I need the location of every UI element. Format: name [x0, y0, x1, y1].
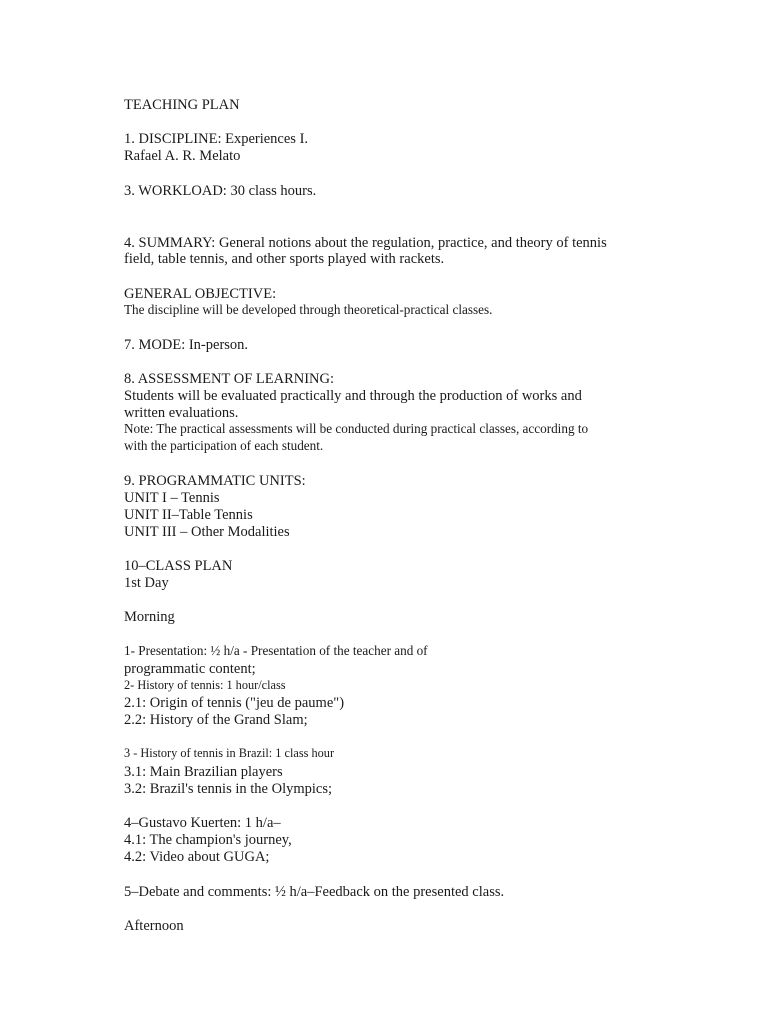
- assessment-line-2: written evaluations.: [124, 405, 239, 421]
- summary-line-1: 4. SUMMARY: General notions about the regulation, practice, and theory of tennis: [124, 235, 607, 251]
- mode-line: 7. MODE: In-person.: [124, 337, 249, 353]
- plan-item: 2.2: History of the Grand Slam;: [124, 712, 308, 728]
- plan-item: 2.1: Origin of tennis ("jeu de paume"): [124, 695, 345, 711]
- afternoon-heading: Afternoon: [124, 918, 184, 934]
- assessment-note-1: Note: The practical assessments will be conducted during practical classes, according to: [124, 421, 589, 436]
- discipline-line: 1. DISCIPLINE: Experiences I.: [124, 131, 309, 147]
- plan-item: programmatic content;: [124, 661, 256, 677]
- document-title: TEACHING PLAN: [124, 97, 240, 113]
- unit-item: UNIT II–Table Tennis: [124, 507, 253, 523]
- class-plan-day: 1st Day: [124, 575, 169, 591]
- plan-item: 5–Debate and comments: ½ h/a–Feedback on the presented class.: [124, 884, 505, 900]
- summary-line-2: field, table tennis, and other sports played with rackets.: [124, 251, 445, 267]
- units-heading: 9. PROGRAMMATIC UNITS:: [124, 473, 306, 489]
- plan-item: 3 - History of tennis in Brazil: 1 class hour: [124, 746, 335, 760]
- plan-item: 4.1: The champion's journey,: [124, 832, 292, 848]
- class-plan-heading: 10–CLASS PLAN: [124, 558, 233, 574]
- workload-line: 3. WORKLOAD: 30 class hours.: [124, 183, 317, 199]
- unit-item: UNIT I – Tennis: [124, 490, 220, 506]
- teacher-name: Rafael A. R. Melato: [124, 148, 241, 164]
- plan-item: 3.1: Main Brazilian players: [124, 764, 283, 780]
- unit-item: UNIT III – Other Modalities: [124, 524, 290, 540]
- assessment-line-1: Students will be evaluated practically and through the production of works and: [124, 388, 582, 404]
- plan-item: 4.2: Video about GUGA;: [124, 849, 270, 865]
- plan-item: 4–Gustavo Kuerten: 1 h/a–: [124, 815, 281, 831]
- plan-item: 3.2: Brazil's tennis in the Olympics;: [124, 781, 333, 797]
- morning-heading: Morning: [124, 609, 175, 625]
- assessment-heading: 8. ASSESSMENT OF LEARNING:: [124, 371, 335, 387]
- general-objective-text: The discipline will be developed through theoretical-practical classes.: [124, 302, 493, 317]
- plan-item: 1- Presentation: ½ h/a - Presentation of the teacher and of: [124, 643, 428, 658]
- general-objective-heading: GENERAL OBJECTIVE:: [124, 286, 277, 302]
- assessment-note-2: with the participation of each student.: [124, 438, 324, 453]
- plan-item: 2- History of tennis: 1 hour/class: [124, 678, 286, 692]
